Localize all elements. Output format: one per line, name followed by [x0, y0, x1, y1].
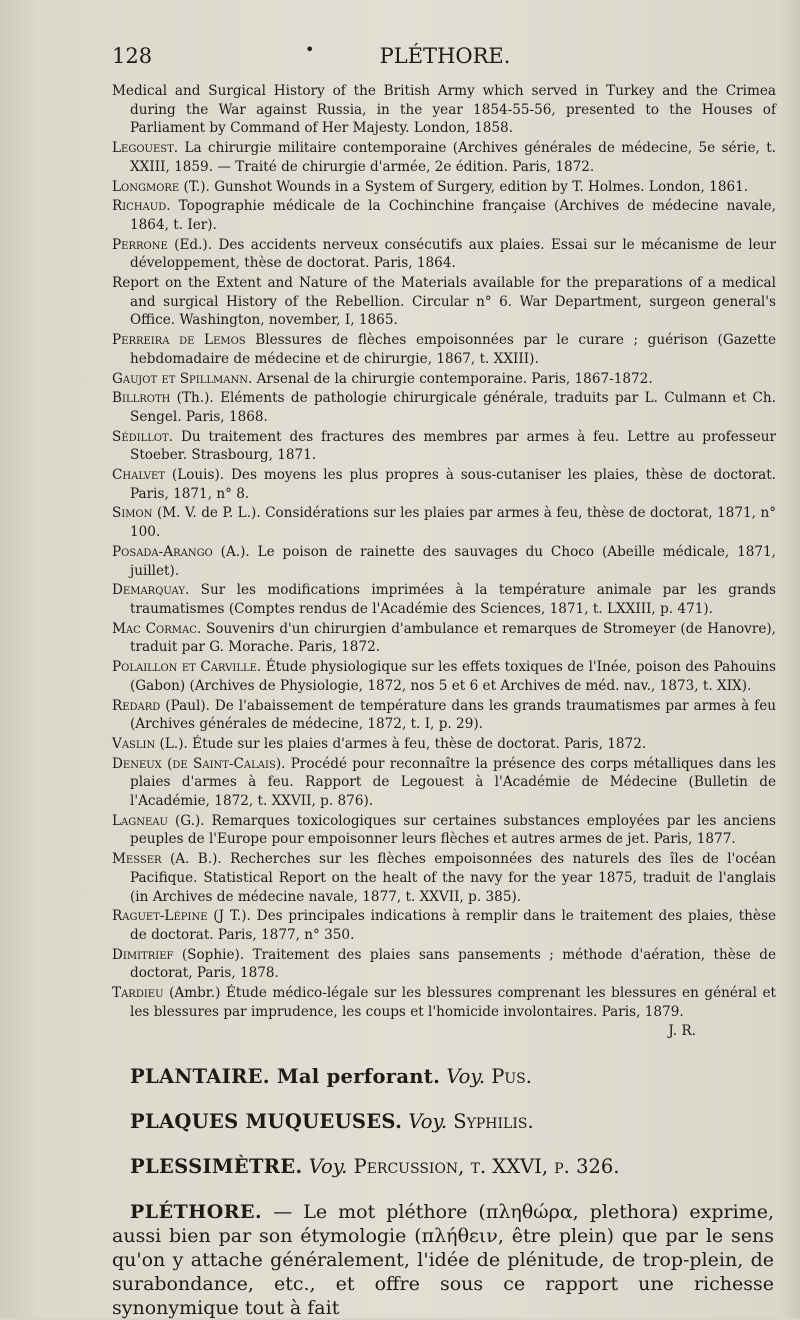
- header-dot: •: [305, 40, 315, 59]
- bibliography-entry: Mac Cormac. Souvenirs d'un chirurgien d'ambulance et remarques de Stromeyer (de Hanovre), traduit par G. Morache. Paris, 1872.: [112, 620, 776, 656]
- cross-reference: PLESSIMÈTRE. Voy. Percussion, t. XXVI, p. 326.: [130, 1155, 620, 1179]
- bibliography-entry: Lagneau (G.). Remarques toxicologiques sur certaines substances employées par les anciens peuples de l'Europe pour empoisonner leurs flèches et autres armes de jet. Paris, 1877.: [112, 812, 776, 848]
- bibliography-entry: Legouest. La chirurgie militaire contemporaine (Archives générales de médecine, 5e série, t. XXIII, 1859. — Traité de chirurgie d'armée, 2e édition. Paris, 1872.: [112, 140, 776, 175]
- bibliography-entry: Gaujot et Spillmann. Arsenal de la chirurgie contemporaine. Paris, 1867-1872.: [112, 370, 653, 387]
- cross-reference: PLANTAIRE. Mal perforant. Voy. Pus.: [130, 1065, 532, 1089]
- bibliography-entry: Simon (M. V. de P. L.). Considérations sur les plaies par armes à feu, thèse de doctorat, 1871, n° 100.: [112, 505, 776, 541]
- running-title: PLÉTHORE.: [379, 44, 511, 68]
- bibliography: [112, 82, 776, 1021]
- page-number: 128: [112, 44, 153, 68]
- cross-reference: PLAQUES MUQUEUSES. Voy. Syphilis.: [130, 1110, 534, 1134]
- bibliography-entry: Demarquay. Sur les modifications imprimées à la température animale par les grands traumatismes (Comptes rendus de l'Académie des Sciences, 1871, t. LXXIII, p. 471).: [112, 582, 776, 617]
- bibliography-entry: Report on the Extent and Nature of the Materials available for the preparations of a medical and surgical History of the Rebellion. Circular n° 6. War Department, surgeon general's Office. Washington, november, I, 1865.: [112, 275, 776, 329]
- bibliography-entry: Perrone (Ed.). Des accidents nerveux consécutifs aux plaies. Essai sur le mécanisme de leur développement, thèse de doctorat. Paris, 1864.: [112, 236, 776, 272]
- bibliography-entry: Vaslin (L.). Étude sur les plaies d'armes à feu, thèse de doctorat. Paris, 1872.: [112, 735, 647, 752]
- bibliography-entry: Polaillon et Carville. Étude physiologique sur les effets toxiques de l'Inée, poison des Pahouins (Gabon) (Archives de Physiologie, 1872, nos 5 et 6 et Archives de méd. nav., 1873, t. XIX).: [112, 659, 776, 694]
- bibliography-entry: Richaud. Topographie médicale de la Cochinchine française (Archives de médecine navale, 1864, t. Ier).: [112, 198, 776, 233]
- bibliography-entry: Posada-Arango (A.). Le poison de rainette des sauvages du Choco (Abeille médicale, 1871, juillet).: [112, 543, 776, 579]
- article-headword: PLÉTHORE.: [130, 1201, 263, 1224]
- bibliography-entry: Dimitrief (Sophie). Traitement des plaies sans pansements ; méthode d'aération, thèse de doctorat, Paris, 1878.: [112, 946, 776, 982]
- bibliography-entry: Redard (Paul). De l'abaissement de température dans les grands traumatismes par armes à feu (Archives générales de médecine, 1872, t. I, p. 29).: [112, 697, 776, 733]
- bibliography-entry: Chalvet (Louis). Des moyens les plus propres à sous-cutaniser les plaies, thèse de doctorat. Paris, 1871, n° 8.: [112, 467, 776, 502]
- bibliography-entry: Deneux (de Saint-Calais). Procédé pour reconnaître la présence des corps métalliques dans les plaies d'armes à feu. Rapport de Legouest à l'Académie de Médecine (Bulletin de l'Académie, 1872, t. XXVII, p. 876).: [112, 755, 776, 810]
- bibliography-entry: Perreira de Lemos Blessures de flèches empoisonnées par le curare ; guérison (Gazette hebdomadaire de médecine et de chirurgie, 1867, t. XXIII).: [112, 332, 776, 367]
- page-header: [112, 40, 776, 68]
- author-signature: J. R.: [668, 1023, 696, 1040]
- article-text: — Le mot pléthore (πληθώρα, plethora) exprime, aussi bien par son étymologie (πλήθειν, être plein) que par le sens qu'on y attache généralement, l'idée de plénitude, de trop-plein, de surabondance, etc., et offre sous ce rapport une richesse synonymique tout à fait: [112, 1201, 774, 1320]
- bibliography-entry: Raguet-Lépine (J T.). Des principales indications à remplir dans le traitement des plaies, thèse de doctorat. Paris, 1877, n° 350.: [112, 908, 776, 943]
- article-body: [112, 1200, 776, 1320]
- bibliography-entry: Billroth (Th.). Eléments de pathologie chirurgicale générale, traduits par L. Culmann et Ch. Sengel. Paris, 1868.: [112, 390, 776, 425]
- bibliography-entry: Longmore (T.). Gunshot Wounds in a System of Surgery, edition by T. Holmes. London, 1861.: [112, 178, 749, 195]
- bibliography-entry: Messer (A. B.). Recherches sur les flèches empoisonnées des naturels des îles de l'océan Pacifique. Statistical Report on the healt of the navy for the year 1875, traduit de l'anglais (in Archives de médecine navale, 1877, t. XXVII, p. 385).: [112, 851, 776, 905]
- bibliography-entry: Sédillot. Du traitement des fractures des membres par armes à feu. Lettre au professeur Stoeber. Strasbourg, 1871.: [112, 428, 776, 464]
- bibliography-entry: Tardieu (Ambr.) Étude médico-légale sur les blessures comprenant les blessures en général et les blessures par imprudence, les coups et l'homicide involontaires. Paris, 1879.: [112, 985, 776, 1020]
- bibliography-entry: Medical and Surgical History of the British Army which served in Turkey and the Crimea during the War against Russia, in the year 1854-55-56, presented to the Houses of Parliament by Command of Her Majesty. London, 1858.: [112, 83, 776, 137]
